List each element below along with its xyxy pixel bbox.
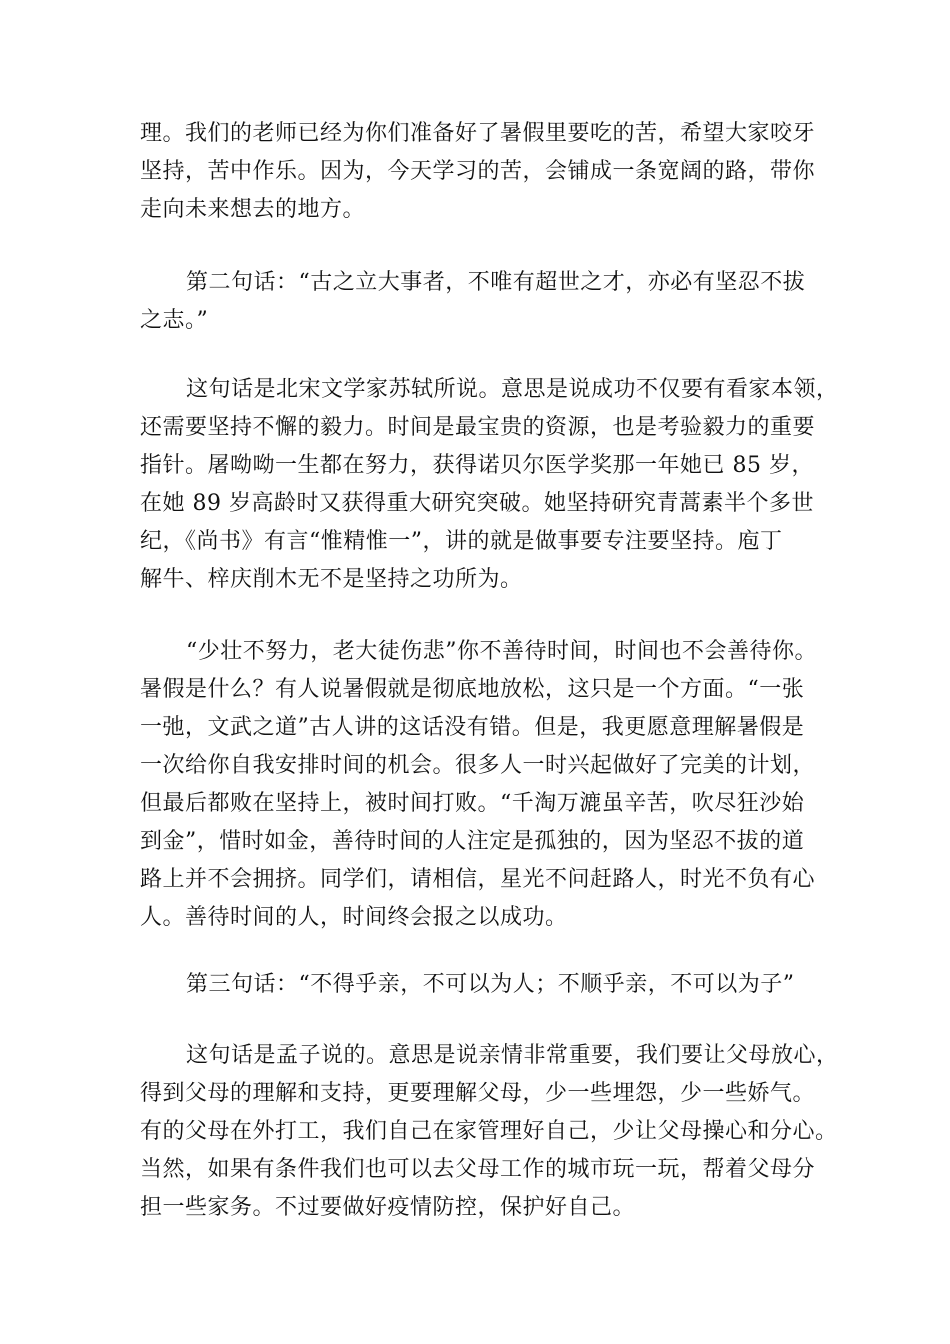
text-line: 之志。”	[140, 308, 209, 333]
text-line: 路上并不会拥挤。同学们，请相信，星光不问赶路人，时光不负有心	[140, 867, 816, 892]
text-line: 这句话是孟子说的。意思是说亲情非常重要，我们要让父母放心，	[186, 1043, 839, 1068]
text-line: 还需要坚持不懈的毅力。时间是最宝贵的资源，也是考验毅力的重要	[140, 415, 816, 440]
text-line: 得到父母的理解和支持，更要理解父母，少一些埋怨，少一些娇气。	[140, 1081, 816, 1106]
paragraph-su-shi	[140, 371, 839, 599]
text-line: 一弛，文武之道”古人讲的这话没有错。但是，我更愿意理解暑假是	[140, 715, 805, 740]
text-line: 到金”，惜时如金，善待时间的人注定是孤独的，因为坚忍不拔的道	[140, 829, 805, 854]
text-line: 担一些家务。不过要做好疫情防控，保护好自己。	[140, 1195, 636, 1220]
text-line: 一次给你自我安排时间的机会。很多人一时兴起做好了完美的计划，	[140, 753, 816, 778]
text-line: 暑假是什么？有人说暑假就是彻底地放松，这只是一个方面。“一张	[140, 677, 805, 702]
text-line: 人。善待时间的人，时间终会报之以成功。	[140, 905, 568, 930]
text-line: 有的父母在外打工，我们自己在家管理好自己，少让父母操心和分心。	[140, 1119, 838, 1144]
paragraph-second-saying	[140, 264, 830, 340]
text-line: 第三句话：“不得乎亲，不可以为人；不顺乎亲，不可以为子”	[186, 972, 795, 997]
paragraph-third-saying	[140, 966, 830, 1004]
text-line: “少壮不努力，老大徒伤悲”你不善待时间，时间也不会善待你。	[186, 639, 817, 664]
text-line: 坚持，苦中作乐。因为，今天学习的苦，会铺成一条宽阔的路，带你	[140, 159, 816, 184]
paragraph-time	[140, 633, 830, 937]
text-line: 解牛、梓庆削木无不是坚持之功所为。	[140, 567, 523, 592]
text-line: 纪，《尚书》有言“惟精惟一”，讲的就是做事要专注要坚持。庖丁	[140, 529, 783, 554]
text-line: 走向未来想去的地方。	[140, 197, 366, 222]
text-line: 但最后都败在坚持上，被时间打败。“千淘万漉虽辛苦，吹尽狂沙始	[140, 791, 805, 816]
paragraph-continuation	[140, 115, 830, 229]
text-line: 在她 89 岁高龄时又获得重大研究突破。她坚持研究青蒿素半个多世	[140, 491, 814, 516]
text-line: 第二句话：“古之立大事者，不唯有超世之才，亦必有坚忍不拔	[186, 270, 806, 295]
text-line: 当然，如果有条件我们也可以去父母工作的城市玩一玩，帮着父母分	[140, 1157, 816, 1182]
text-line: 指针。屠呦呦一生都在努力，获得诺贝尔医学奖那一年她已 85 岁，	[140, 453, 814, 478]
text-line: 这句话是北宋文学家苏轼所说。意思是说成功不仅要有看家本领，	[186, 377, 839, 402]
paragraph-mencius	[140, 1037, 839, 1227]
text-line: 理。我们的老师已经为你们准备好了暑假里要吃的苦，希望大家咬牙	[140, 121, 816, 146]
